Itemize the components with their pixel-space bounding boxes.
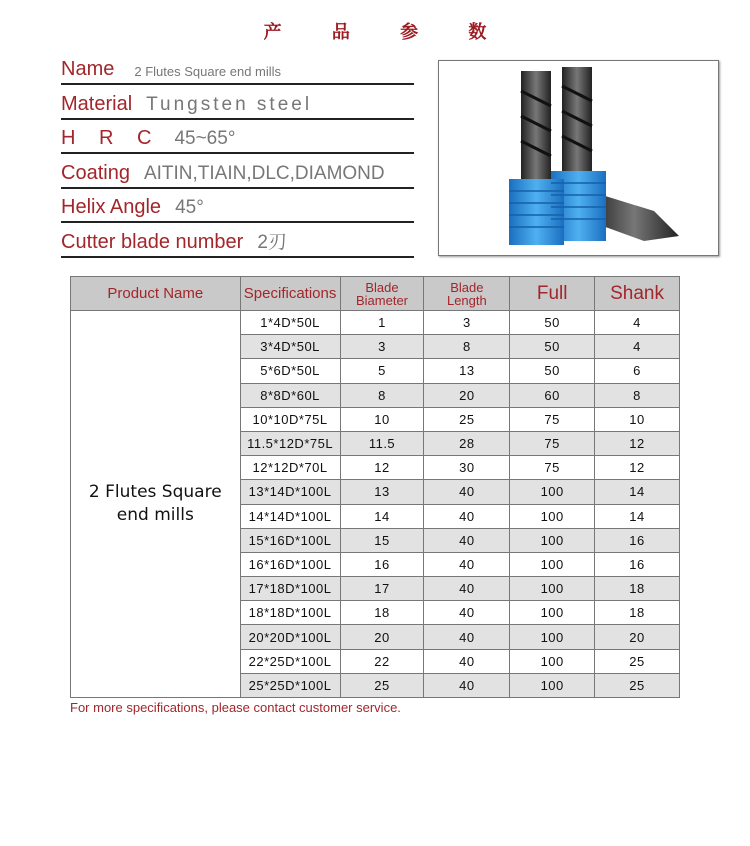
table-cell: 16 <box>340 552 424 576</box>
end-mill-illustration <box>439 61 718 255</box>
table-cell: 100 <box>510 673 595 697</box>
header-full: Full <box>510 277 595 311</box>
property-value: AITIN,TIAIN,DLC,DIAMOND <box>143 162 385 184</box>
table-cell: 1*4D*50L <box>240 311 340 335</box>
table-cell: 12*12D*70L <box>240 456 340 480</box>
property-value: 2刃 <box>257 231 287 253</box>
table-cell: 16 <box>595 552 680 576</box>
table-cell: 3 <box>424 311 510 335</box>
header-line: Biameter <box>355 292 409 308</box>
table-cell: 25 <box>595 673 680 697</box>
table-cell: 60 <box>510 383 595 407</box>
property-key: Helix Angle <box>61 196 162 218</box>
table-cell: 28 <box>424 431 510 455</box>
header-line: Blade <box>365 279 399 295</box>
product-photo <box>438 60 719 256</box>
table-row <box>71 311 680 335</box>
table-cell: 100 <box>510 577 595 601</box>
property-key: Name <box>61 58 115 80</box>
table-cell: 30 <box>424 456 510 480</box>
table-cell: 17 <box>340 577 424 601</box>
table-cell: 20 <box>340 625 424 649</box>
table-cell: 75 <box>510 431 595 455</box>
table-cell: 22*25D*100L <box>240 649 340 673</box>
table-cell: 8 <box>340 383 424 407</box>
header-specifications: Specifications <box>240 277 340 311</box>
table-cell: 18*18D*100L <box>240 601 340 625</box>
table-cell: 20 <box>595 625 680 649</box>
header-line: Length <box>446 292 487 308</box>
table-cell: 50 <box>510 311 595 335</box>
table-cell: 25 <box>340 673 424 697</box>
table-cell: 4 <box>595 335 680 359</box>
table-cell: 14 <box>595 504 680 528</box>
footnote: For more specifications, please contact customer service. <box>70 700 401 715</box>
table-cell: 13*14D*100L <box>240 480 340 504</box>
table-cell: 25*25D*100L <box>240 673 340 697</box>
product-name-cell <box>71 311 241 698</box>
specifications-table <box>70 276 680 698</box>
table-cell: 40 <box>424 625 510 649</box>
table-cell: 8*8D*60L <box>240 383 340 407</box>
table-cell: 10*10D*75L <box>240 407 340 431</box>
table-cell: 25 <box>595 649 680 673</box>
table-cell: 20 <box>424 383 510 407</box>
table-cell: 8 <box>595 383 680 407</box>
table-cell: 6 <box>595 359 680 383</box>
property-coating <box>61 154 414 189</box>
property-material <box>61 85 414 120</box>
table-cell: 40 <box>424 577 510 601</box>
table-cell: 13 <box>424 359 510 383</box>
table-cell: 40 <box>424 673 510 697</box>
property-key: Material <box>61 92 133 115</box>
table-cell: 100 <box>510 649 595 673</box>
table-cell: 5*6D*50L <box>240 359 340 383</box>
table-cell: 14 <box>595 480 680 504</box>
table-cell: 12 <box>595 431 680 455</box>
page-title: 产 品 参 数 <box>263 22 509 43</box>
table-cell: 18 <box>595 577 680 601</box>
table-cell: 40 <box>424 504 510 528</box>
header-product-name: Product Name <box>71 277 241 311</box>
product-name-line: end mills <box>116 505 194 525</box>
property-value: 45~65° <box>174 128 236 149</box>
property-key: Cutter blade number <box>61 230 244 253</box>
table-cell: 16 <box>595 528 680 552</box>
table-cell: 100 <box>510 528 595 552</box>
table-cell: 10 <box>340 407 424 431</box>
table-cell: 40 <box>424 601 510 625</box>
table-cell: 17*18D*100L <box>240 577 340 601</box>
table-cell: 40 <box>424 480 510 504</box>
table-cell: 40 <box>424 649 510 673</box>
table-cell: 16*16D*100L <box>240 552 340 576</box>
table-cell: 50 <box>510 359 595 383</box>
property-key: Coating <box>61 161 130 184</box>
header-line: Blade <box>450 279 484 295</box>
header-blade-diameter <box>340 277 424 311</box>
table-cell: 11.5*12D*75L <box>240 431 340 455</box>
table-cell: 12 <box>340 456 424 480</box>
table-cell: 75 <box>510 456 595 480</box>
table-cell: 100 <box>510 552 595 576</box>
table-cell: 22 <box>340 649 424 673</box>
property-helix-angle <box>61 189 414 224</box>
table-cell: 40 <box>424 528 510 552</box>
table-cell: 18 <box>595 601 680 625</box>
property-cutter-blade-number <box>61 223 414 258</box>
product-name-line: 2 Flutes Square <box>88 482 222 502</box>
table-cell: 15 <box>340 528 424 552</box>
table-cell: 4 <box>595 311 680 335</box>
property-value: Tungsten steel <box>146 93 313 115</box>
property-name <box>61 58 414 85</box>
table-cell: 5 <box>340 359 424 383</box>
table-cell: 100 <box>510 480 595 504</box>
table-cell: 18 <box>340 601 424 625</box>
table-cell: 100 <box>510 504 595 528</box>
table-cell: 40 <box>424 552 510 576</box>
properties-list <box>61 58 414 258</box>
table-cell: 13 <box>340 480 424 504</box>
table-cell: 1 <box>340 311 424 335</box>
table-cell: 100 <box>510 625 595 649</box>
table-cell: 3*4D*50L <box>240 335 340 359</box>
table-cell: 75 <box>510 407 595 431</box>
table-cell: 14*14D*100L <box>240 504 340 528</box>
table-cell: 8 <box>424 335 510 359</box>
table-cell: 3 <box>340 335 424 359</box>
table-cell: 50 <box>510 335 595 359</box>
table-cell: 100 <box>510 601 595 625</box>
table-cell: 25 <box>424 407 510 431</box>
property-value: 2 Flutes Square end mills <box>134 64 282 79</box>
property-key: H R C <box>61 127 161 149</box>
table-cell: 12 <box>595 456 680 480</box>
table-cell: 11.5 <box>340 431 424 455</box>
header-shank: Shank <box>595 277 680 311</box>
property-hrc <box>61 120 414 155</box>
table-cell: 10 <box>595 407 680 431</box>
property-value: 45° <box>175 197 204 218</box>
table-cell: 14 <box>340 504 424 528</box>
table-cell: 15*16D*100L <box>240 528 340 552</box>
table-cell: 20*20D*100L <box>240 625 340 649</box>
header-blade-length <box>424 277 510 311</box>
